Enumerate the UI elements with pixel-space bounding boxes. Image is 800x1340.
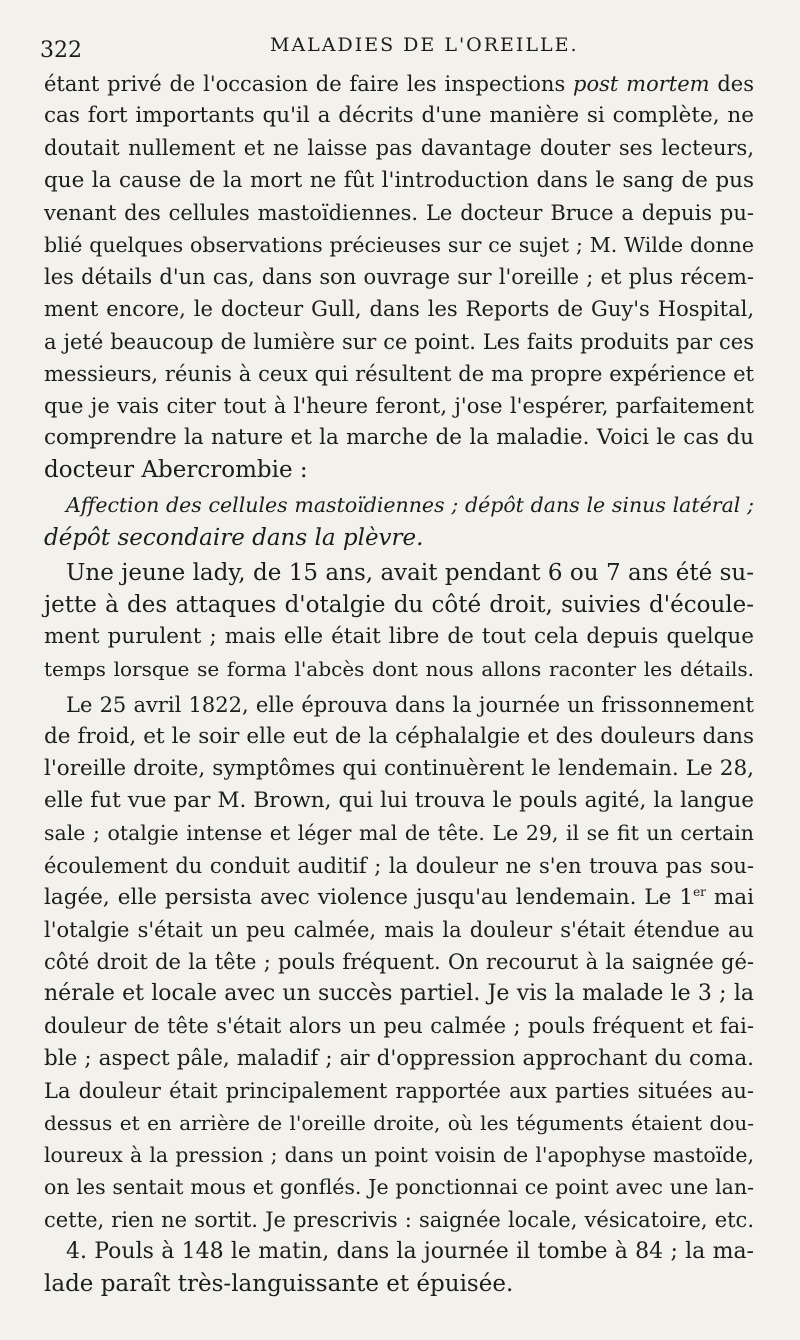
text-line: cette, rien ne sortit. Je prescrivis : saignée locale, vésicatoire, etc.: [44, 1207, 754, 1232]
text-line: [44, 882, 754, 914]
text-line: docteur Abercrombie :: [44, 457, 308, 484]
text-line: blié quelques observations précieuses sur ce sujet ; M. Wilde donne: [44, 232, 754, 257]
text-line: sale ; otalgie intense et léger mal de tête. Le 29, il se fit un certain: [44, 821, 754, 846]
text-line: messieurs, réunis à ceux qui résultent de ma propre expérience et: [44, 361, 754, 386]
text-line: douleur de tête s'était alors un peu calmée ; pouls fréquent et fai-: [44, 1014, 754, 1039]
running-title: MALADIES DE L'OREILLE.: [270, 34, 579, 56]
text-line: Une jeune lady, de 15 ans, avait pendant 6 ou 7 ans été su-: [66, 559, 754, 586]
text-line: écoulement du conduit auditif ; la douleur ne s'en trouva pas sou-: [44, 853, 754, 878]
text-line: l'oreille droite, symptômes qui continuèrent le lendemain. Le 28,: [44, 755, 754, 781]
text-line: cas fort importants qu'il a décrits d'une manière si complète, ne: [44, 103, 754, 129]
text-run: des: [709, 72, 755, 96]
case-heading-line: Affection des cellules mastoïdiennes ; dépôt dans le sinus latéral ;: [66, 493, 754, 518]
text-line: loureux à la pression ; dans un point voisin de l'apophyse mastoïde,: [44, 1143, 754, 1168]
text-line: venant des cellules mastoïdiennes. Le docteur Bruce a depuis pu-: [44, 200, 754, 225]
text-line: Le 25 avril 1822, elle éprouva dans la journée un frissonnement: [66, 692, 754, 717]
text-line: nérale et locale avec un succès partiel. Je vis la malade le 3 ; la: [44, 981, 754, 1007]
body-text: [44, 68, 754, 1300]
text-line: elle fut vue par M. Brown, qui lui trouva le pouls agité, la langue: [44, 788, 754, 814]
case-heading-line: dépôt secondaire dans la plèvre.: [44, 524, 424, 551]
page-number: 322: [40, 38, 82, 63]
text-run: étant privé de l'occasion de faire les inspections: [44, 72, 574, 96]
text-line: que la cause de la mort ne fût l'introduction dans le sang de pus: [44, 167, 754, 193]
text-line: de froid, et le soir elle eut de la céphalalgie et des douleurs dans: [44, 723, 754, 749]
italic-phrase: post mortem: [573, 72, 710, 96]
text-run: mai: [705, 884, 754, 910]
superscript: er: [693, 884, 706, 899]
text-line: l'otalgie s'était un peu calmée, mais la douleur s'était étendue au: [44, 917, 754, 942]
text-line: [44, 68, 754, 100]
text-line: lade paraît très-languissante et épuisée.: [44, 1270, 514, 1297]
text-line: on les sentait mous et gonflés. Je ponctionnai ce point avec une lan-: [44, 1175, 754, 1200]
text-line: dessus et en arrière de l'oreille droite, où les téguments étaient dou-: [44, 1111, 754, 1135]
text-line: temps lorsque se forma l'abcès dont nous allons raconter les détails.: [44, 657, 754, 682]
text-line: ment purulent ; mais elle était libre de tout cela depuis quelque: [44, 624, 754, 650]
text-line: a jeté beaucoup de lumière sur ce point. Les faits produits par ces: [44, 329, 754, 354]
text-line: La douleur était principalement rapportée aux parties situées au-: [44, 1078, 754, 1103]
text-line: les détails d'un cas, dans son ouvrage sur l'oreille ; et plus récem-: [44, 265, 754, 290]
text-run: lagée, elle persista avec violence jusqu'au lendemain. Le 1: [44, 884, 694, 910]
text-line: côté droit de la tête ; pouls fréquent. On recourut à la saignée gé-: [44, 950, 754, 975]
text-line: ment encore, le docteur Gull, dans les Reports de Guy's Hospital,: [44, 297, 754, 322]
text-line: 4. Pouls à 148 le matin, dans la journée il tombe à 84 ; la ma-: [66, 1238, 754, 1264]
text-line: ble ; aspect pâle, maladif ; air d'oppression approchant du coma.: [44, 1045, 754, 1071]
text-line: doutait nullement et ne laisse pas davantage douter ses lecteurs,: [44, 136, 754, 161]
text-line: comprendre la nature et la marche de la maladie. Voici le cas du: [44, 425, 754, 451]
text-line: que je vais citer tout à l'heure feront, j'ose l'espérer, parfaitement: [44, 393, 754, 418]
text-line: jette à des attaques d'otalgie du côté droit, suivies d'écoule-: [44, 592, 754, 618]
